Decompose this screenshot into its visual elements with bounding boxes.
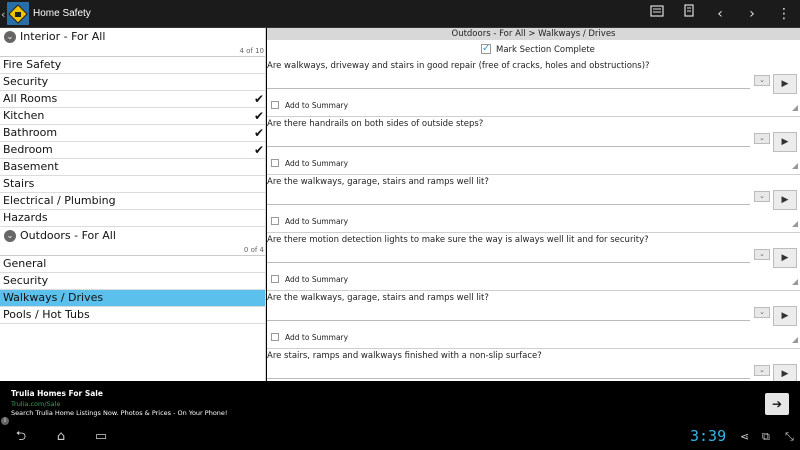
- group-title: Outdoors - For All: [20, 229, 116, 242]
- question-text: Are there motion detection lights to make sure the way is always well lit and for security?: [267, 235, 649, 245]
- sidebar-item-label: Pools / Hot Tubs: [3, 308, 90, 321]
- sidebar-item-walkways-drives[interactable]: [0, 290, 266, 307]
- add-summary-checkbox[interactable]: [271, 333, 279, 341]
- sidebar-item-label: Bathroom: [3, 126, 58, 139]
- answer-field[interactable]: [267, 194, 750, 205]
- question-card: [267, 291, 800, 349]
- checkmark-icon: ✔: [253, 92, 264, 106]
- file-icon[interactable]: [677, 4, 701, 24]
- ad-go-button[interactable]: ➔: [765, 393, 789, 415]
- sidebar-item-label: Stairs: [3, 177, 35, 190]
- back-caret-icon[interactable]: ‹: [1, 8, 6, 21]
- dropdown-icon[interactable]: ⌄: [754, 133, 770, 144]
- go-button[interactable]: ▶: [773, 74, 797, 94]
- add-summary-label: Add to Summary: [285, 217, 349, 226]
- add-summary-label: Add to Summary: [285, 101, 349, 110]
- answer-field[interactable]: [267, 78, 750, 89]
- resize-icon[interactable]: ⤡: [785, 430, 794, 443]
- checkmark-icon: ✔: [253, 109, 264, 123]
- question-text: Are walkways, driveway and stairs in good repair (free of cracks, holes and obstructions)?: [267, 61, 650, 71]
- sidebar-item-electrical-plumbing[interactable]: [0, 193, 266, 210]
- sidebar-item-label: Security: [3, 274, 49, 287]
- dropdown-icon[interactable]: ⌄: [754, 249, 770, 260]
- chevron-down-icon: ⌄: [4, 31, 16, 43]
- recent-apps-icon[interactable]: ▭: [94, 429, 108, 444]
- ad-description: Search Trulia Home Listings Now. Photos & Prices - On Your Phone!: [11, 409, 228, 417]
- ad-title[interactable]: Trulia Homes For Sale: [11, 389, 103, 398]
- question-card: [267, 117, 800, 175]
- question-text: Are the walkways, garage, stairs and ramps well lit?: [267, 177, 489, 187]
- prev-icon[interactable]: ‹: [717, 6, 723, 22]
- ad-url[interactable]: Trulia.com/Sale: [11, 400, 61, 408]
- add-summary-label: Add to Summary: [285, 275, 349, 284]
- sidebar-item-stairs[interactable]: [0, 176, 266, 193]
- sidebar-item-label: Hazards: [3, 211, 48, 224]
- mark-complete-label: Mark Section Complete: [496, 45, 595, 55]
- question-panel: [267, 28, 800, 381]
- sidebar-item-label: Walkways / Drives: [3, 291, 104, 304]
- dropdown-icon[interactable]: ⌄: [754, 307, 770, 318]
- sidebar-item-hazards[interactable]: [0, 210, 266, 227]
- next-icon[interactable]: ›: [749, 6, 755, 22]
- answer-field[interactable]: [267, 136, 750, 147]
- question-text: Are the walkways, garage, stairs and ramps well lit?: [267, 293, 489, 303]
- dropdown-icon[interactable]: ⌄: [754, 365, 770, 376]
- go-button[interactable]: ▶: [773, 132, 797, 152]
- go-button[interactable]: ▶: [773, 364, 797, 381]
- go-button[interactable]: ▶: [773, 306, 797, 326]
- share-icon[interactable]: ⋖: [740, 430, 750, 443]
- group-title: Interior - For All: [20, 30, 106, 43]
- sidebar-item-pools-hot-tubs[interactable]: [0, 307, 266, 324]
- corner-icon: [792, 221, 798, 227]
- sidebar-item-label: All Rooms: [3, 92, 58, 105]
- mark-complete-checkbox[interactable]: ✓: [482, 43, 491, 54]
- action-bar: [0, 0, 800, 28]
- clock: 3:39: [690, 427, 727, 445]
- answer-field[interactable]: [267, 252, 750, 263]
- question-text: Are there handrails on both sides of outside steps?: [267, 119, 484, 129]
- add-summary-checkbox[interactable]: [271, 101, 279, 109]
- sidebar-item-kitchen[interactable]: [0, 108, 266, 125]
- add-summary-label: Add to Summary: [285, 159, 349, 168]
- checkmark-icon: ✔: [253, 143, 264, 157]
- sidebar-item-label: Kitchen: [3, 109, 45, 122]
- sidebar-item-general[interactable]: [0, 256, 266, 273]
- breadcrumb: Outdoors - For All > Walkways / Drives: [267, 28, 800, 40]
- add-summary-label: Add to Summary: [285, 333, 349, 342]
- info-icon[interactable]: i: [1, 417, 9, 425]
- sidebar-item-label: Electrical / Plumbing: [3, 194, 116, 207]
- checkmark-icon: ✔: [253, 126, 264, 140]
- ad-banner[interactable]: [0, 381, 800, 425]
- go-button[interactable]: ▶: [773, 248, 797, 268]
- sidebar-item-label: General: [3, 257, 47, 270]
- report-icon[interactable]: [645, 4, 669, 24]
- back-icon[interactable]: ⮌: [15, 429, 27, 444]
- home-icon[interactable]: ⌂: [56, 429, 66, 444]
- group-header-outdoors[interactable]: [0, 227, 266, 256]
- app-logo[interactable]: [7, 2, 29, 25]
- corner-icon: [792, 105, 798, 111]
- sidebar-item-bathroom[interactable]: [0, 125, 266, 142]
- corner-icon: [792, 337, 798, 343]
- question-card: [267, 175, 800, 233]
- system-bar: [0, 425, 800, 450]
- question-card: [267, 349, 800, 381]
- dropdown-icon[interactable]: ⌄: [754, 191, 770, 202]
- add-summary-checkbox[interactable]: [271, 217, 279, 225]
- question-card: [267, 233, 800, 291]
- go-button[interactable]: ▶: [773, 190, 797, 210]
- sidebar-item-outdoor-security[interactable]: [0, 273, 266, 290]
- corner-icon: [792, 279, 798, 285]
- question-text: Are stairs, ramps and walkways finished with a non-slip surface?: [267, 351, 542, 361]
- corner-icon: [792, 163, 798, 169]
- chevron-down-icon: ⌄: [4, 230, 16, 242]
- add-summary-checkbox[interactable]: [271, 159, 279, 167]
- overflow-icon[interactable]: ⋮: [777, 6, 791, 22]
- sidebar-item-basement[interactable]: [0, 159, 266, 176]
- sidebar-item-label: Fire Safety: [3, 58, 62, 71]
- answer-field[interactable]: [267, 368, 750, 379]
- answer-field[interactable]: [267, 310, 750, 321]
- sidebar-item-security[interactable]: [0, 74, 266, 91]
- group-count: 4 of 10: [239, 47, 264, 55]
- question-card: [267, 59, 800, 117]
- sidebar: [0, 28, 266, 381]
- sidebar-item-label: Security: [3, 75, 49, 88]
- app-title: Home Safety: [33, 8, 91, 19]
- sidebar-item-label: Bedroom: [3, 143, 53, 156]
- dropdown-icon[interactable]: ⌄: [754, 75, 770, 86]
- sidebar-item-all-rooms[interactable]: [0, 91, 266, 108]
- group-header-interior[interactable]: [0, 28, 266, 57]
- sidebar-item-bedroom[interactable]: [0, 142, 266, 159]
- add-summary-checkbox[interactable]: [271, 275, 279, 283]
- group-count: 0 of 4: [243, 246, 264, 254]
- sidebar-item-fire-safety[interactable]: [0, 57, 266, 74]
- sidebar-item-label: Basement: [3, 160, 59, 173]
- mark-complete-row[interactable]: [267, 42, 800, 58]
- window-icon[interactable]: ⧉: [762, 430, 770, 443]
